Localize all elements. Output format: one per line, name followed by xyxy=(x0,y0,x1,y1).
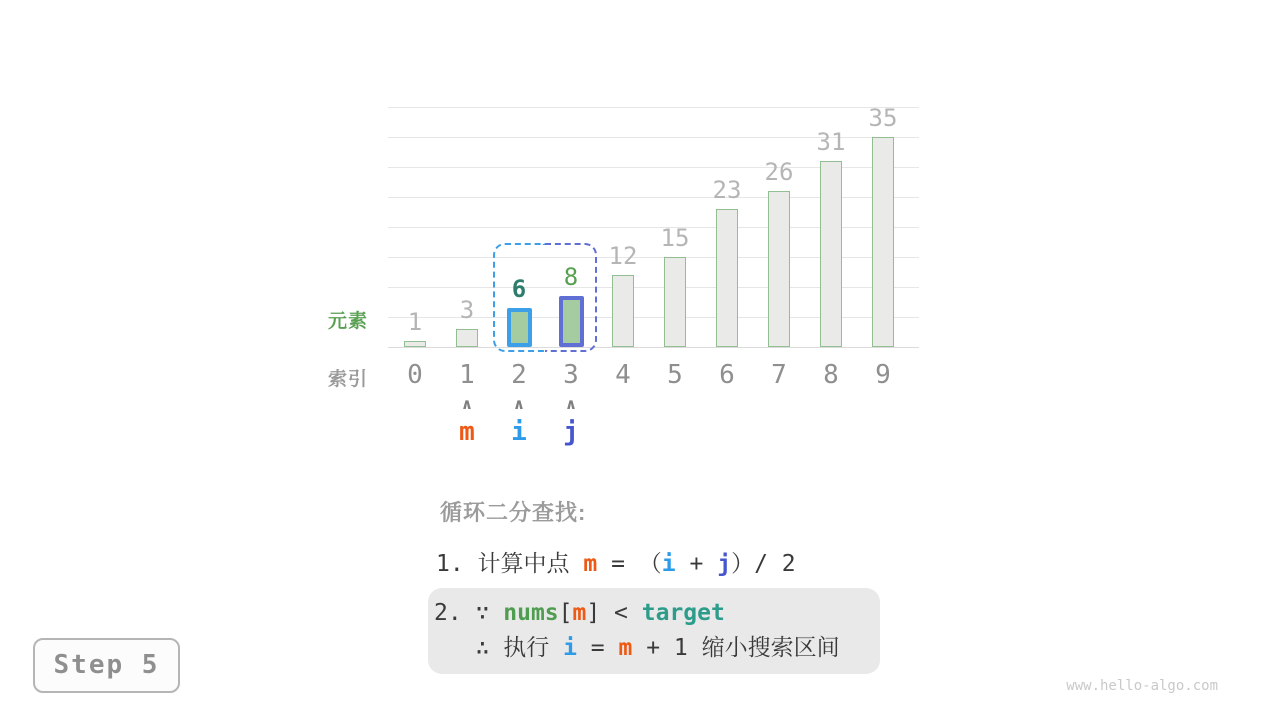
text-segment: + xyxy=(675,551,718,577)
text-segment: [ xyxy=(558,600,573,626)
index-label: 2 xyxy=(511,360,527,390)
text-segment: = xyxy=(576,635,619,661)
text-segment: target xyxy=(641,600,725,626)
bar-value-label: 3 xyxy=(459,296,475,324)
pointer-arrow-m: ∧ xyxy=(460,395,474,413)
pointer-arrow-i: ∧ xyxy=(512,395,526,413)
text-segment: ）/ 2 xyxy=(731,551,796,577)
bar-value-label: 12 xyxy=(608,242,638,270)
pointer-label-j: j xyxy=(563,417,579,447)
pointer-label-i: i xyxy=(511,417,527,447)
text-segment: nums xyxy=(503,600,559,626)
note-line-2 xyxy=(434,631,880,666)
bar-value-label: 23 xyxy=(712,176,742,204)
text-segment: ∴ 执行 xyxy=(434,635,564,661)
text-segment: j xyxy=(717,551,732,577)
bar-value-label: 31 xyxy=(816,128,846,156)
text-segment: m xyxy=(618,635,633,661)
text-segment: 1. 计算中点 xyxy=(436,551,584,577)
bar-value-label: 26 xyxy=(764,158,794,186)
index-label: 0 xyxy=(407,360,423,390)
text-segment: m xyxy=(572,600,587,626)
x-axis-label-index: 索引 xyxy=(328,369,369,390)
text-segment: = （ xyxy=(597,551,662,577)
pointer-arrow-j: ∧ xyxy=(564,395,578,413)
y-axis-label-element: 元素 xyxy=(328,311,369,332)
caption-note-box xyxy=(428,588,880,674)
text-segment: m xyxy=(583,551,598,577)
caption-heading: 循环二分查找: xyxy=(440,500,587,525)
step-badge: Step 5 xyxy=(33,638,180,693)
text-segment: + 1 缩小搜索区间 xyxy=(632,635,840,661)
caption-step-1 xyxy=(436,550,796,578)
index-label: 3 xyxy=(563,360,579,390)
index-label: 9 xyxy=(875,360,891,390)
note-line-1 xyxy=(434,596,880,631)
index-label: 8 xyxy=(823,360,839,390)
index-label: 6 xyxy=(719,360,735,390)
text-segment: i xyxy=(563,635,577,661)
bar-value-label: 1 xyxy=(407,308,423,336)
text-segment: ] < xyxy=(586,600,642,626)
bar-value-label: 6 xyxy=(511,275,527,303)
bar-value-label: 35 xyxy=(868,104,898,132)
index-label: 7 xyxy=(771,360,787,390)
pointer-label-m: m xyxy=(459,417,475,447)
text-segment: i xyxy=(661,551,676,577)
index-label: 4 xyxy=(615,360,631,390)
index-label: 5 xyxy=(667,360,683,390)
bar-value-label: 15 xyxy=(660,224,690,252)
watermark: www.hello-algo.com xyxy=(1066,678,1218,694)
text-segment: 2. ∵ xyxy=(434,600,504,626)
bar-value-label: 8 xyxy=(563,263,579,291)
index-label: 1 xyxy=(459,360,475,390)
